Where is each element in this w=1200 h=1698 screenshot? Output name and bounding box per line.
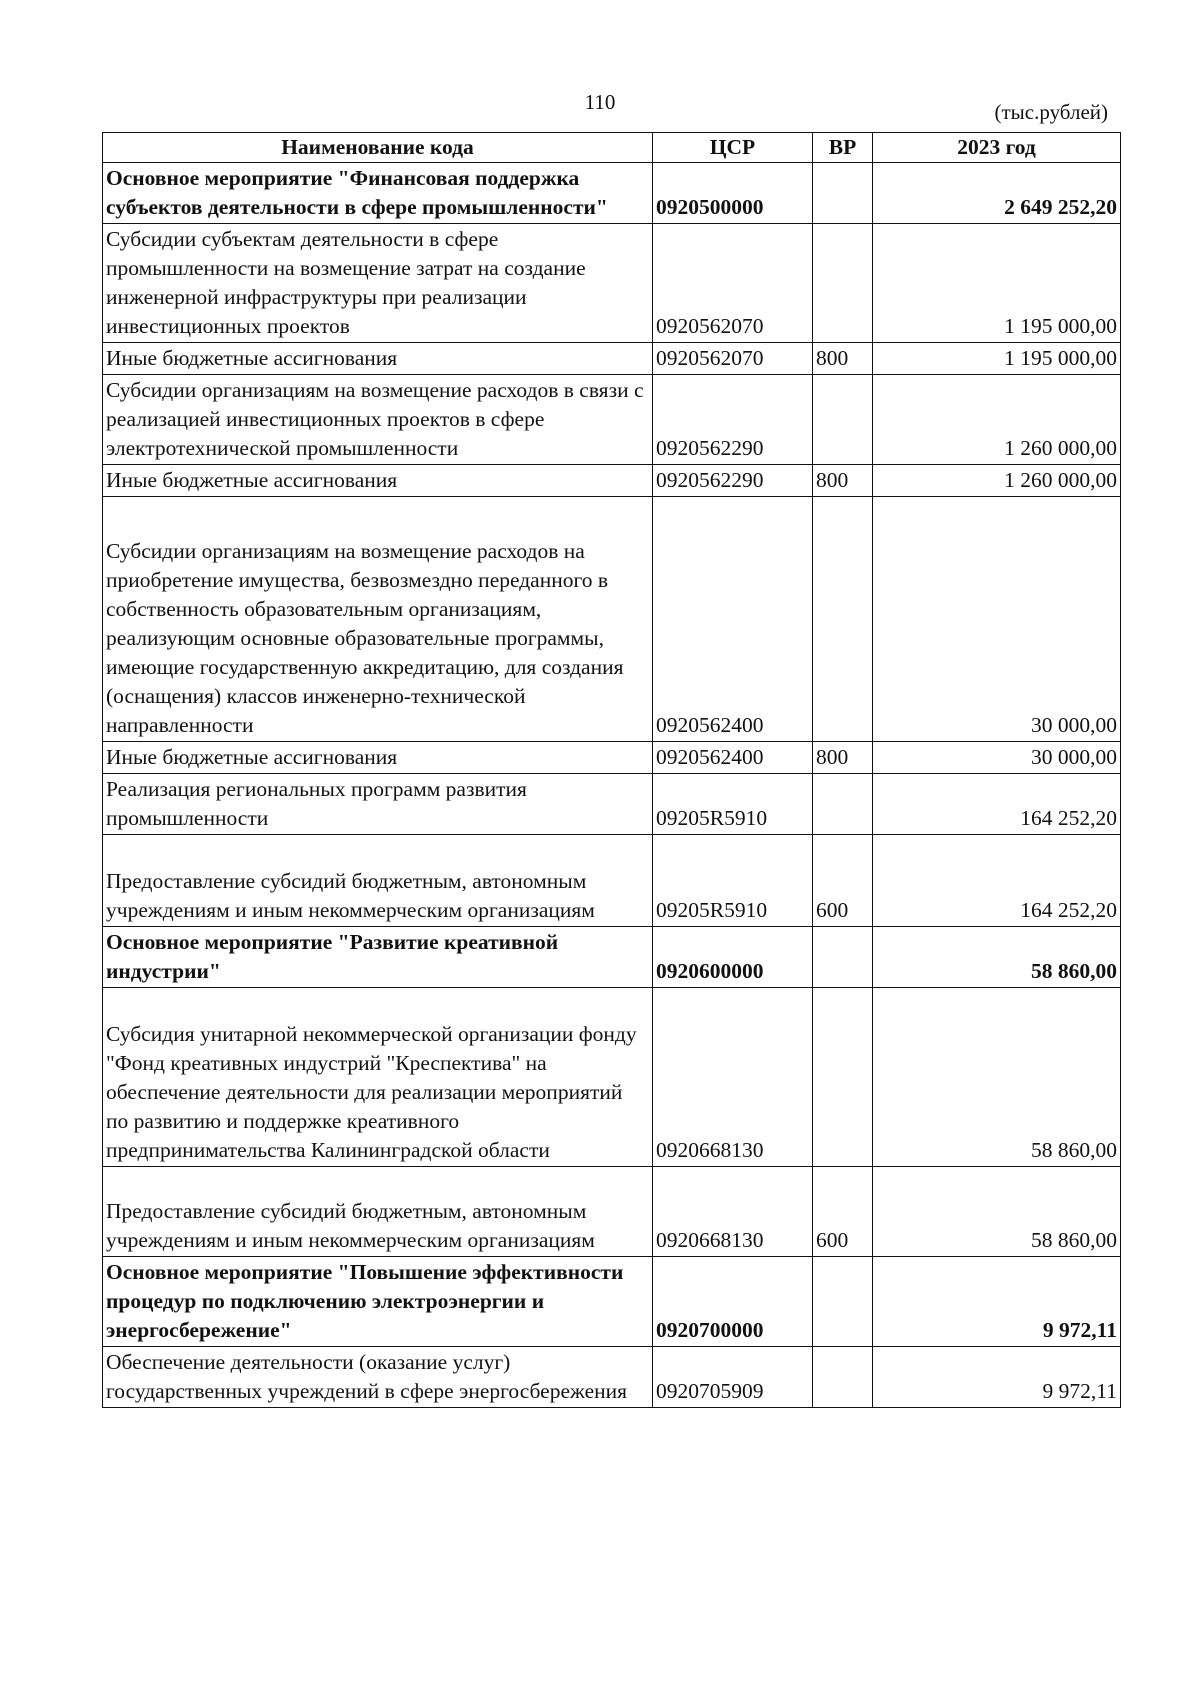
row-amount: 9 972,11 [873, 1347, 1121, 1408]
table-row [103, 465, 1121, 497]
row-name: Иные бюджетные ассигнования [103, 465, 653, 497]
row-csr: 0920705909 [653, 1347, 813, 1408]
table-row [103, 497, 1121, 742]
row-name: Иные бюджетные ассигнования [103, 742, 653, 774]
row-name: Субсидия унитарной некоммерческой организации фонду "Фонд креативных индустрий "Креспектива" на обеспечение деятельности для реализации мероприятий по развитию и поддержке креативного предпринимательства Калининградской области [103, 988, 653, 1167]
row-vr [813, 988, 873, 1167]
row-csr: 09205R5910 [653, 774, 813, 835]
row-vr [813, 927, 873, 988]
row-csr: 0920562070 [653, 224, 813, 343]
row-amount: 1 195 000,00 [873, 224, 1121, 343]
row-amount: 1 195 000,00 [873, 343, 1121, 375]
page-number: 110 [584, 90, 616, 114]
row-amount: 30 000,00 [873, 497, 1121, 742]
row-name: Основное мероприятие "Развитие креативной индустрии" [103, 927, 653, 988]
row-name: Основное мероприятие "Повышение эффективности процедур по подключению электроэнергии и энергосбережение" [103, 1257, 653, 1347]
row-vr [813, 224, 873, 343]
table-row [103, 224, 1121, 343]
table-row [103, 375, 1121, 465]
table-row [103, 742, 1121, 774]
row-csr: 0920562290 [653, 465, 813, 497]
header-year: 2023 год [873, 133, 1121, 163]
table-row [103, 1257, 1121, 1347]
row-amount: 1 260 000,00 [873, 375, 1121, 465]
row-csr: 0920562290 [653, 375, 813, 465]
row-amount: 58 860,00 [873, 1167, 1121, 1257]
table-row [103, 1167, 1121, 1257]
row-amount: 164 252,20 [873, 835, 1121, 927]
row-amount: 2 649 252,20 [873, 163, 1121, 224]
row-csr: 0920700000 [653, 1257, 813, 1347]
row-vr [813, 774, 873, 835]
units-label: (тыс.рублей) [994, 100, 1108, 124]
row-vr: 600 [813, 835, 873, 927]
row-csr: 0920562400 [653, 497, 813, 742]
row-vr: 800 [813, 465, 873, 497]
row-csr: 0920668130 [653, 988, 813, 1167]
row-name: Предоставление субсидий бюджетным, автономным учреждениям и иным некоммерческим организациям [103, 1167, 653, 1257]
row-amount: 9 972,11 [873, 1257, 1121, 1347]
row-vr [813, 1257, 873, 1347]
row-csr: 0920668130 [653, 1167, 813, 1257]
table-row [103, 1347, 1121, 1408]
header-name: Наименование кода [103, 133, 653, 163]
row-vr [813, 163, 873, 224]
row-name: Субсидии организациям на возмещение расходов в связи с реализацией инвестиционных проектов в сфере электротехнической промышленности [103, 375, 653, 465]
row-amount: 58 860,00 [873, 988, 1121, 1167]
row-name: Предоставление субсидий бюджетным, автономным учреждениям и иным некоммерческим организациям [103, 835, 653, 927]
row-name: Реализация региональных программ развития промышленности [103, 774, 653, 835]
header-vr: ВР [813, 133, 873, 163]
table-row [103, 774, 1121, 835]
header-csr: ЦСР [653, 133, 813, 163]
row-csr: 0920500000 [653, 163, 813, 224]
row-name: Субсидии субъектам деятельности в сфере промышленности на возмещение затрат на создание инженерной инфраструктуры при реализации инвестиционных проектов [103, 224, 653, 343]
table-row [103, 835, 1121, 927]
table-row [103, 343, 1121, 375]
row-vr: 600 [813, 1167, 873, 1257]
row-amount: 30 000,00 [873, 742, 1121, 774]
row-csr: 0920562400 [653, 742, 813, 774]
row-csr: 0920600000 [653, 927, 813, 988]
row-vr [813, 1347, 873, 1408]
row-name: Субсидии организациям на возмещение расходов на приобретение имущества, безвозмездно переданного в собственность образовательным организациям, реализующим основные образовательные программы, имеющие государственную аккредитацию, для создания (оснащения) классов инженерно-технической направленности [103, 497, 653, 742]
row-vr: 800 [813, 742, 873, 774]
row-csr: 09205R5910 [653, 835, 813, 927]
row-name: Иные бюджетные ассигнования [103, 343, 653, 375]
table-row [103, 927, 1121, 988]
row-csr: 0920562070 [653, 343, 813, 375]
row-vr [813, 497, 873, 742]
row-amount: 164 252,20 [873, 774, 1121, 835]
table-row [103, 163, 1121, 224]
row-name: Основное мероприятие "Финансовая поддержка субъектов деятельности в сфере промышленности" [103, 163, 653, 224]
table-row [103, 988, 1121, 1167]
row-amount: 58 860,00 [873, 927, 1121, 988]
row-amount: 1 260 000,00 [873, 465, 1121, 497]
row-vr: 800 [813, 343, 873, 375]
table-header-row [103, 133, 1121, 163]
budget-table [102, 132, 1121, 1408]
row-vr [813, 375, 873, 465]
row-name: Обеспечение деятельности (оказание услуг) государственных учреждений в сфере энергосбережения [103, 1347, 653, 1408]
